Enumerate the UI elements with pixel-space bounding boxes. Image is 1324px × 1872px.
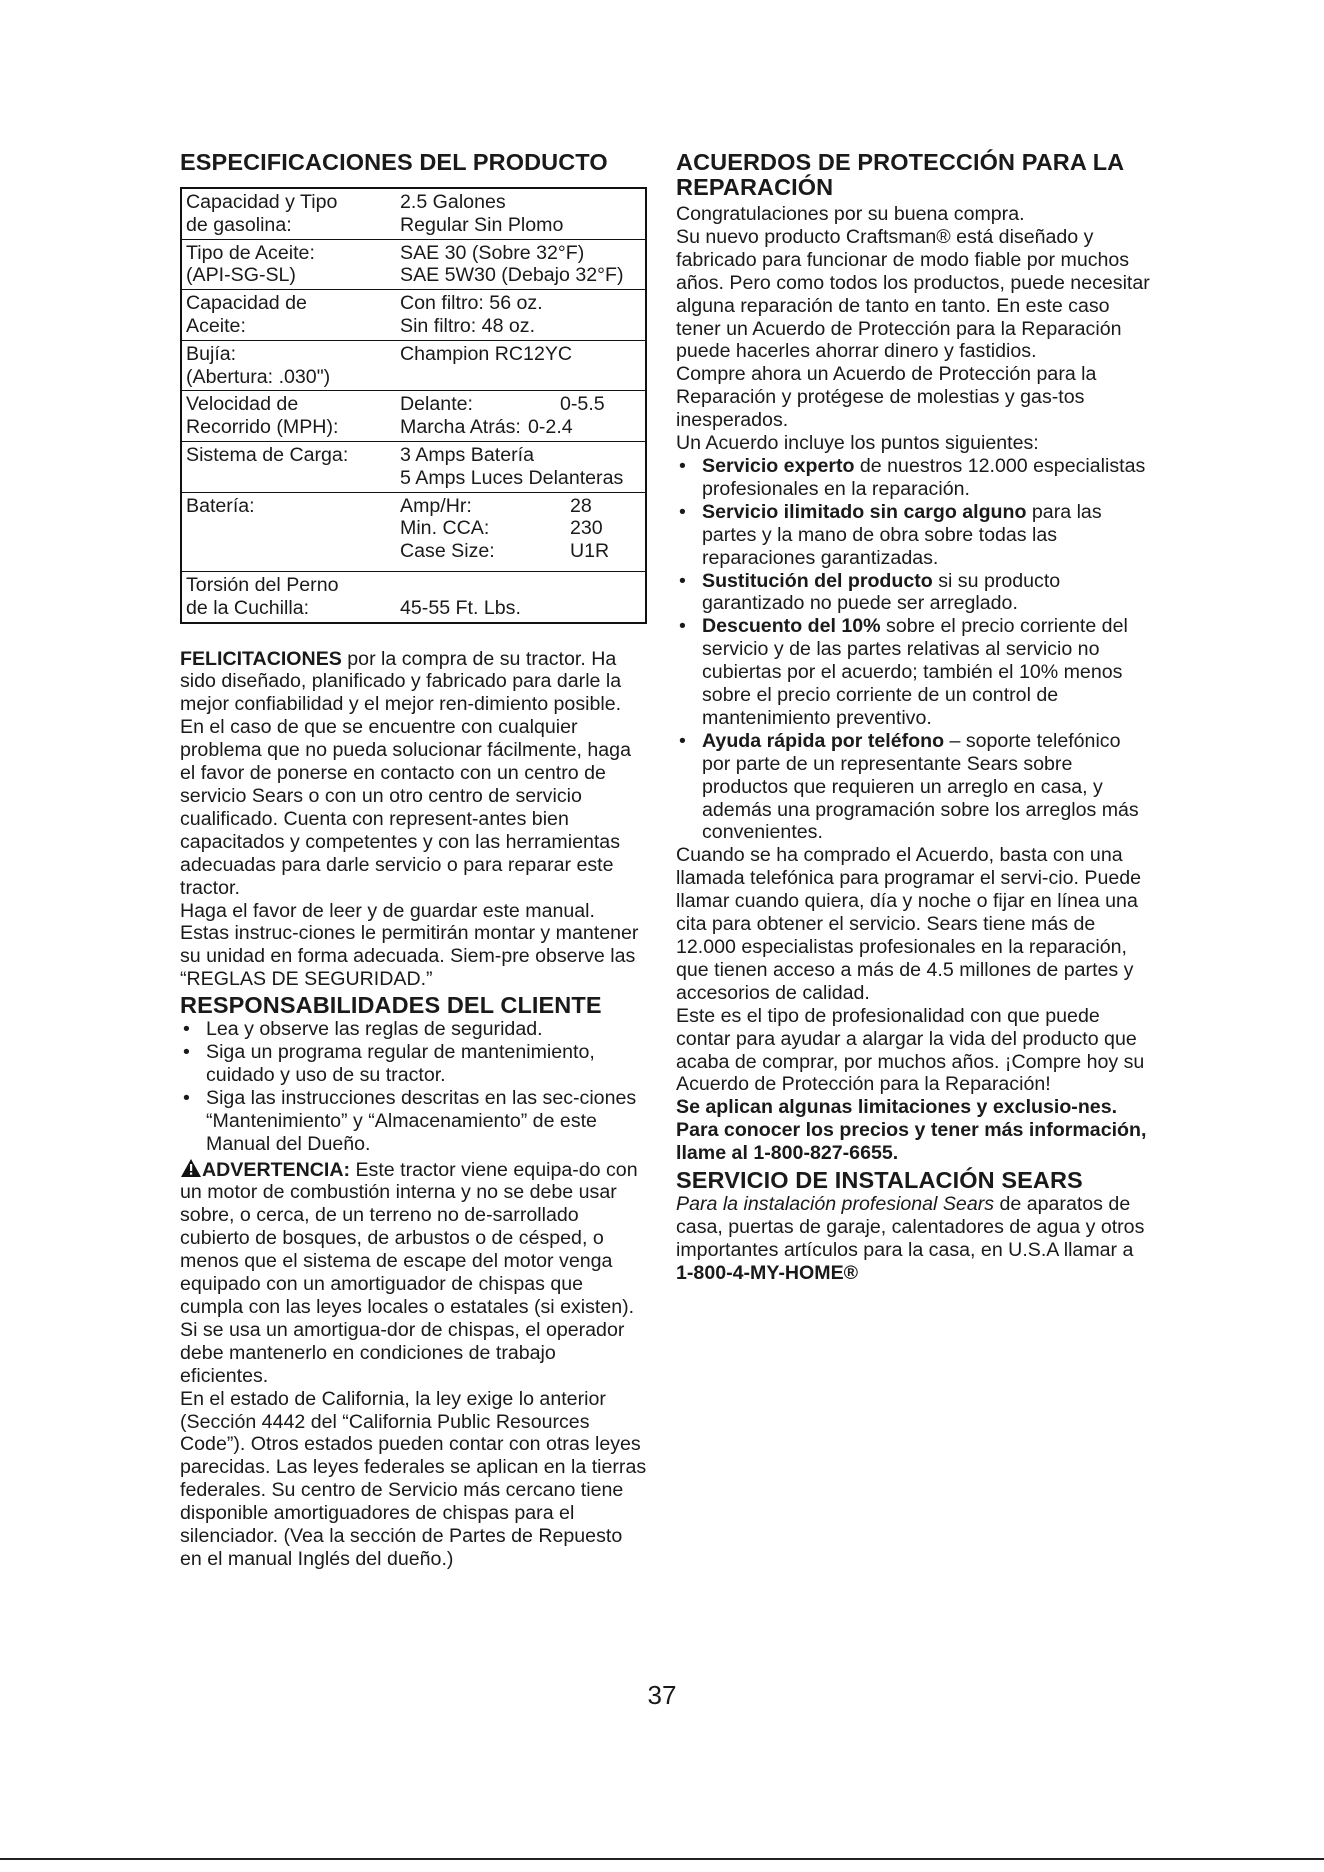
spec-key: de gasolina: bbox=[186, 213, 292, 236]
spec-key: (Abertura: .030") bbox=[186, 365, 331, 388]
service-paragraph: En el caso de que se encuentre con cualquier problema que no pueda solucionar fácilmente, haga el favor de ponerse en contacto con un centro de servicio Sears o con un otro centro de servicio cualificado. Cuenta con represent-antes bien capacitados y competentes y con las herramientas adecuadas para darle servicio o para reparar este tractor. bbox=[180, 716, 631, 899]
protection-p5: Cuando se ha comprado el Acuerdo, basta con una llamada telefónica para programar el servi-cio. Puede llamar cuando quiera, día y noche o fijar en línea una cita para obtener el servicio. Sears tiene más de 12.000 especialistas profesionales en la reparación, que tienen acceso a más de 4.5 millones de partes y accesorios de calidad. bbox=[676, 844, 1142, 1004]
right-column bbox=[676, 150, 1150, 1285]
protection-limitations: Se aplican algunas limitaciones y exclusio-nes. Para conocer los precios y tener más información, llame al 1-800-827-6655. bbox=[676, 1096, 1147, 1165]
spec-subvalue: 28 bbox=[570, 494, 592, 517]
table-row bbox=[181, 290, 646, 341]
spec-subvalue: U1R bbox=[570, 540, 610, 563]
spec-sublabel: Min. CCA: bbox=[400, 517, 490, 540]
protection-list bbox=[676, 455, 1150, 844]
install-text: de aparatos de casa, puertas de garaje, calentadores de agua y otros importantes artículos para la casa, en U.S.A llamar a bbox=[676, 1193, 1145, 1261]
spec-value: Con filtro: 56 oz. bbox=[400, 292, 543, 315]
protection-p6: Este es el tipo de profesionalidad con que puede contar para ayudar a alargar la vida del producto que acaba de comprar, por muchos años. ¡Compre hoy su Acuerdo de Protección para la Reparación! bbox=[676, 1004, 1145, 1096]
congrats-paragraph bbox=[180, 648, 648, 717]
spec-value: Champion RC12YC bbox=[400, 342, 573, 365]
install-italic: Para la instalación profesional Sears bbox=[676, 1193, 995, 1216]
list-item: • Servicio ilimitado sin cargo alguno para las partes y la mano de obra sobre todas las reparaciones garantizadas. bbox=[676, 501, 1150, 570]
install-title: SERVICIO DE INSTALACIÓN SEARS bbox=[676, 1167, 1083, 1194]
table-row bbox=[181, 188, 646, 239]
list-item: • Ayuda rápida por teléfono – soporte telefónico por parte de un representante Sears sobre productos que requieren un arreglo en casa, y además una programación sobre los arreglos más convenientes. bbox=[676, 730, 1150, 845]
list-item: • Sustitución del producto si su producto garantizado no puede ser arreglado. bbox=[676, 570, 1150, 616]
list-item: • Servicio experto de nuestros 12.000 especialistas profesionales en la reparación. bbox=[676, 455, 1150, 501]
spec-key: Tipo de Aceite: bbox=[186, 241, 315, 264]
warning-icon bbox=[180, 1158, 202, 1178]
bottom-divider bbox=[0, 1858, 1324, 1860]
list-item: • Siga un programa regular de mantenimiento, cuidado y uso de su tractor. bbox=[180, 1041, 648, 1087]
spec-value: SAE 30 (Sobre 32°F) bbox=[400, 241, 585, 264]
spec-table bbox=[180, 187, 647, 624]
responsibilities-title: RESPONSABILIDADES DEL CLIENTE bbox=[180, 992, 602, 1019]
warning-paragraph bbox=[180, 1158, 648, 1388]
congrats-bold: FELICITACIONES bbox=[180, 647, 342, 670]
spec-subvalue: 0-2.4 bbox=[528, 416, 573, 439]
spec-sublabel: Marcha Atrás: bbox=[400, 416, 521, 439]
spec-key: Sistema de Carga: bbox=[186, 443, 349, 466]
spec-key: Bujía: bbox=[186, 342, 237, 365]
spec-key: (API-SG-SL) bbox=[186, 264, 296, 287]
protection-title: ACUERDOS DE PROTECCIÓN PARA LA REPARACIÓN bbox=[676, 149, 1124, 200]
spec-value: Sin filtro: 48 oz. bbox=[400, 314, 536, 337]
spec-value: 5 Amps Luces Delanteras bbox=[400, 466, 624, 489]
list-item: • Lea y observe las reglas de seguridad. bbox=[180, 1018, 648, 1041]
spec-key: Capacidad y Tipo bbox=[186, 191, 338, 213]
spec-value: 2.5 Galones bbox=[400, 191, 506, 213]
california-paragraph: En el estado de California, la ley exige lo anterior (Sección 4442 del “California Public Resources Code”). Otros estados pueden contar con otras leyes parecidas. Las leyes federales se aplican en la tierras federales. Su centro de Servicio más cercano tiene disponible amortiguadores de chispas para el silenciador. (Vea la sección de Partes de Repuesto en el manual Inglés del dueño.) bbox=[180, 1387, 647, 1570]
spec-subvalue: 0-5.5 bbox=[560, 393, 605, 416]
spec-key: Batería: bbox=[186, 494, 255, 517]
spec-subvalue: 230 bbox=[570, 517, 603, 540]
protection-p1: Congratulaciones por su buena compra. bbox=[676, 203, 1025, 225]
responsibilities-list bbox=[180, 1018, 648, 1155]
table-row bbox=[181, 391, 646, 442]
spec-sublabel: Case Size: bbox=[400, 540, 495, 563]
spec-key: Capacidad de bbox=[186, 292, 307, 315]
spec-title: ESPECIFICACIONES DEL PRODUCTO bbox=[180, 149, 608, 175]
warning-title: ADVERTENCIA: bbox=[202, 1158, 351, 1181]
list-item: • Descuento del 10% sobre el precio corriente del servicio y de las partes relativas al servicio no cubiertas por el acuerdo; también el 10% menos sobre el precio corriente de un control de mantenimiento preventivo. bbox=[676, 615, 1150, 730]
list-item: • Siga las instrucciones descritas en las sec-ciones “Mantenimiento” y “Almacenamiento” de este Manual del Dueño. bbox=[180, 1087, 648, 1156]
spec-sublabel: Delante: bbox=[400, 393, 473, 416]
spec-value: SAE 5W30 (Debajo 32°F) bbox=[400, 264, 624, 287]
protection-p2: Su nuevo producto Craftsman® está diseñado y fabricado para funcionar de modo fiable por muchos años. Pero como todos los productos, puede necesitar alguna reparación de tanto en tanto. En este caso tener un Acuerdo de Protección para la Reparación puede hacerles ahorrar dinero y fastidios. bbox=[676, 225, 1150, 363]
spec-key: Velocidad de bbox=[186, 393, 299, 416]
left-column bbox=[180, 150, 648, 1571]
install-paragraph bbox=[676, 1193, 1150, 1262]
table-row bbox=[181, 239, 646, 290]
spec-key: Recorrido (MPH): bbox=[186, 416, 339, 439]
table-row bbox=[181, 340, 646, 391]
spec-value: 3 Amps Batería bbox=[400, 443, 534, 466]
spec-key: Aceite: bbox=[186, 314, 246, 337]
spec-value: Regular Sin Plomo bbox=[400, 213, 564, 236]
table-row bbox=[181, 441, 646, 492]
spec-key: de la Cuchilla: bbox=[186, 596, 310, 619]
spec-sublabel: Amp/Hr: bbox=[400, 494, 472, 517]
spec-key: Torsión del Perno bbox=[186, 573, 339, 596]
protection-p4: Un Acuerdo incluye los puntos siguientes: bbox=[676, 432, 1039, 455]
warning-text: Este tractor viene equipa-do con un motor de combustión interna y no se debe usar sobre, o cerca, de un terreno no de-sarrollado cubierto de bosques, de arbustos o de césped, o menos que el sistema de escape del motor venga equipado con un amortiguador de chispas que cumpla con las leyes locales o estatales (si existen). Si se usa un amortigua-dor de chispas, el operador debe mantenerlo en condiciones de trabajo eficientes. bbox=[180, 1158, 638, 1387]
protection-p3: Compre ahora un Acuerdo de Protección para la Reparación y protégese de molestias y gas-tos inesperados. bbox=[676, 363, 1097, 432]
table-row bbox=[181, 492, 646, 571]
spec-value: 45-55 Ft. Lbs. bbox=[400, 596, 521, 619]
page-number: 37 bbox=[647, 1680, 677, 1710]
manual-paragraph: Haga el favor de leer y de guardar este manual. Estas instruc-ciones le permitirán montar y mantener su unidad en forma adecuada. Siem-pre observe las “REGLAS DE SEGURIDAD.” bbox=[180, 899, 639, 991]
congrats-text: por la compra de su tractor. Ha sido diseñado, planificado y fabricado para darle la mejor confiabilidad y el mejor ren-dimiento posible. bbox=[180, 647, 622, 716]
install-phone: 1-800-4-MY-HOME® bbox=[676, 1261, 859, 1284]
table-row bbox=[181, 571, 646, 622]
